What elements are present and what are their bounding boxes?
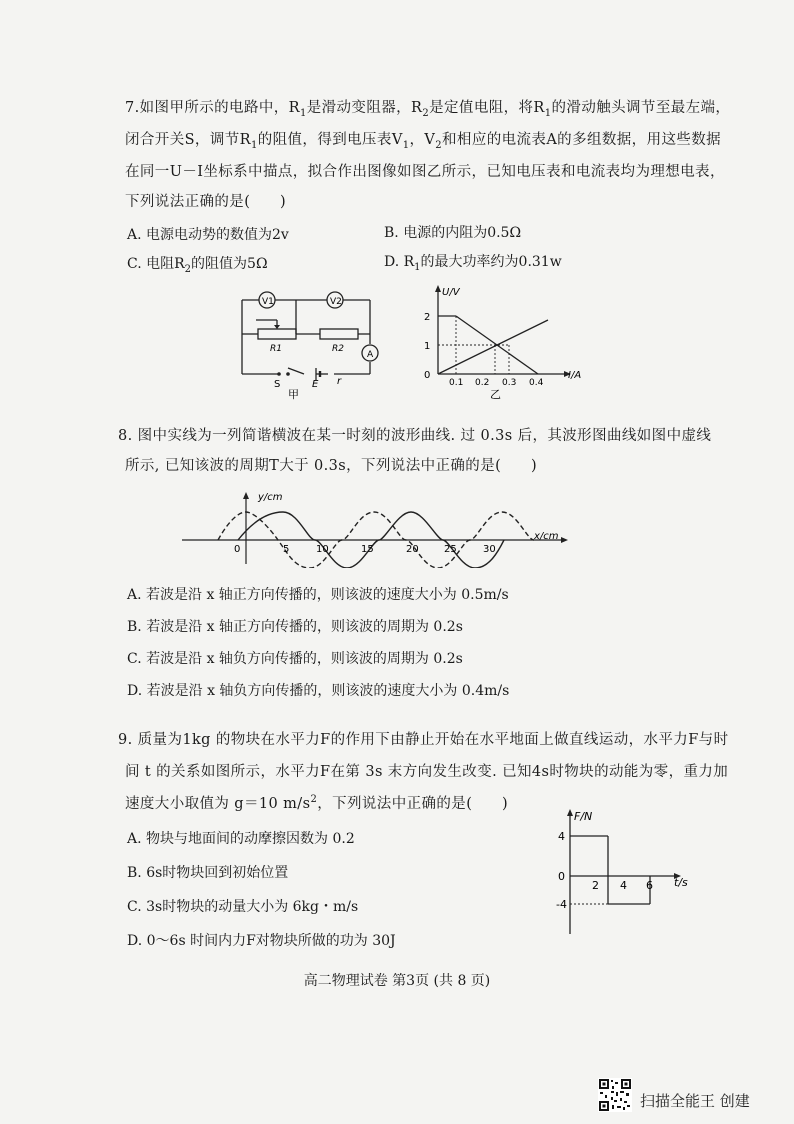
- wave-tick-30: 30: [483, 544, 496, 555]
- q8-line-1: 8. 图中实线为一列简谐横波在某一时刻的波形曲线. 过 0.3s 后，其波形图曲线如图中虚线: [118, 428, 712, 444]
- r1-label: R1: [270, 344, 282, 354]
- subscript: 1: [299, 107, 307, 119]
- q8-option-d: D. 若波是沿 x 轴负方向传播的，则该波的速度大小为 0.4m/s: [127, 683, 510, 699]
- scanner-brand-watermark: 扫描全能王 创建: [640, 1092, 750, 1110]
- wave-tick-5: 5: [283, 544, 290, 555]
- wave-tick-20: 20: [406, 544, 419, 555]
- q9-line-3: [125, 792, 508, 813]
- ft-xlabel: t/s: [674, 876, 688, 889]
- q7-line-3: 在同一U－I坐标系中描点，拟合作出图像如图乙所示，已知电压表和电流表均为理想电表，: [125, 164, 725, 180]
- subscript: 1: [250, 139, 258, 151]
- ft-ytick-neg4: -4: [556, 898, 567, 911]
- graph-origin: 0: [424, 370, 431, 381]
- q7-option-a: A. 电源电动势的数值为2v: [127, 227, 289, 243]
- q7-text: 如图甲所示的电路中，R: [139, 100, 300, 116]
- graph-ylabel: U/V: [442, 287, 460, 298]
- ytick-2: 2: [424, 312, 431, 323]
- wave-tick-0: 0: [234, 544, 241, 555]
- page-footer: 高二物理试卷 第3页 (共 8 页): [303, 973, 491, 989]
- xtick-0.3: 0.3: [502, 378, 517, 388]
- wave-tick-15: 15: [361, 544, 374, 555]
- q8-option-b: B. 若波是沿 x 轴正方向传播的，则该波的周期为 0.2s: [127, 619, 463, 635]
- option-text: C. 电阻R: [127, 256, 185, 272]
- superscript: 2: [310, 794, 318, 806]
- q7-text: 是滑动变阻器，R: [306, 100, 423, 116]
- graph-xlabel: I/A: [568, 370, 582, 381]
- force-time-graph: [556, 806, 706, 942]
- ft-ytick-0: 0: [558, 870, 565, 883]
- q9-option-b: B. 6s时物块回到初始位置: [127, 865, 289, 881]
- diagram-caption-jia: 甲: [288, 388, 299, 400]
- subscript: 2: [184, 263, 192, 275]
- ft-xtick-4: 4: [620, 879, 627, 892]
- wave-graph: [178, 488, 578, 568]
- switch-label: S: [274, 379, 281, 390]
- q9-line-2: 间 t 的关系如图所示，水平力F在第 3s 末方向发生改变. 已知4s时物块的动能为零，重力加: [125, 764, 729, 780]
- q7-text: 是定值电阻，将R: [429, 100, 545, 116]
- ft-ytick-4: 4: [558, 830, 565, 843]
- q9-option-c: C. 3s时物块的动量大小为 6kg・m/s: [127, 899, 359, 915]
- q8-option-c: C. 若波是沿 x 轴负方向传播的，则该波的周期为 0.2s: [127, 651, 463, 667]
- q7-text: 的滑动触头调节至最左端，: [551, 100, 731, 116]
- q7-text: ，V: [409, 132, 436, 148]
- ft-ylabel: F/N: [574, 810, 593, 823]
- option-text: 的最大功率约为0.31w: [420, 254, 562, 270]
- q7-line-4: 下列说法正确的是( ): [125, 194, 287, 210]
- wave-tick-25: 25: [444, 544, 457, 555]
- option-text: D. R: [384, 254, 415, 270]
- q7-text: 闭合开关S，调节R: [125, 132, 251, 148]
- xtick-0.1: 0.1: [449, 378, 464, 388]
- q7-option-d: [384, 251, 562, 273]
- ft-xtick-6: 6: [646, 879, 653, 892]
- q9-line-1: 9. 质量为1kg 的物块在水平力F的作用下由静止开始在水平地面上做直线运动，水平力F与时: [118, 732, 729, 748]
- graph-caption-yi: 乙: [490, 388, 501, 400]
- q9-option-d: D. 0～6s 时间内力F对物块所做的功为 30J: [127, 933, 396, 949]
- subscript: 2: [422, 107, 430, 119]
- subscript: 1: [414, 261, 421, 273]
- emf-label: E: [312, 379, 319, 390]
- q7-option-b: B. 电源的内阻为0.5Ω: [384, 225, 522, 241]
- q8-line-2: 所示, 已知该波的周期T大于 0.3s，下列说法中正确的是( ): [125, 458, 538, 474]
- q7-text: 的阻值，得到电压表V: [257, 132, 403, 148]
- qr-code-icon: [598, 1078, 632, 1112]
- wave-tick-10: 10: [316, 544, 329, 555]
- subscript: 2: [435, 139, 443, 151]
- ft-xtick-2: 2: [592, 879, 599, 892]
- ytick-1: 1: [424, 341, 431, 352]
- q7-option-c: [127, 253, 268, 275]
- r2-label: R2: [332, 344, 344, 354]
- option-text: 的阻值为5Ω: [191, 256, 268, 272]
- q9-option-a: A. 物块与地面间的动摩擦因数为 0.2: [127, 831, 355, 847]
- q7-line-2: [125, 128, 721, 151]
- xtick-0.2: 0.2: [475, 378, 490, 388]
- internal-r-label: r: [337, 376, 342, 387]
- subscript: 1: [402, 139, 410, 151]
- q7-number: 7.: [125, 100, 140, 116]
- v1-label: V1: [262, 297, 274, 307]
- q8-option-a: A. 若波是沿 x 轴正方向传播的，则该波的速度大小为 0.5m/s: [127, 587, 509, 603]
- wave-xlabel: x/cm: [534, 531, 559, 542]
- q9-text: ，下列说法中正确的是( ): [317, 796, 509, 812]
- subscript: 1: [544, 107, 552, 119]
- q7-text: 和相应的电流表A的多组数据，用这些数据: [442, 132, 722, 148]
- circuit-diagram: [232, 288, 392, 400]
- q7-line-1: [125, 96, 730, 119]
- xtick-0.4: 0.4: [529, 378, 544, 388]
- q9-text: 速度大小取值为 g＝10 m/s: [125, 796, 311, 812]
- wave-ylabel: y/cm: [258, 492, 283, 503]
- v2-label: V2: [330, 297, 342, 307]
- ui-graph: [412, 282, 592, 400]
- ammeter-label: A: [367, 350, 374, 360]
